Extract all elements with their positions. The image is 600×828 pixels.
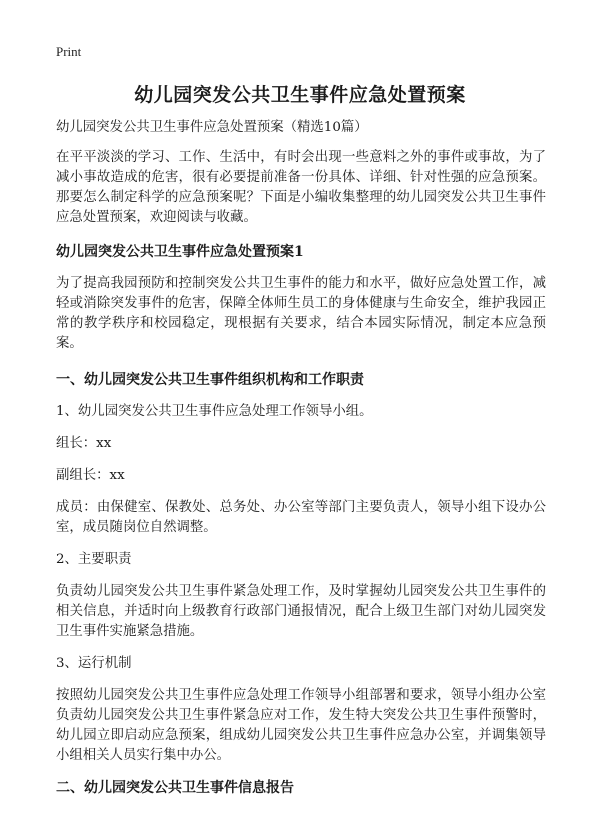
item-2: 2、主要职责 (56, 552, 132, 567)
mechanism-paragraph: 按照幼儿园突发公共卫生事件应急处理工作领导小组部署和要求，领导小组办公室负责幼儿园突发公共卫生事件紧急应对工作，发生特大突发公共卫生事件预警时，幼儿园立即启动应急预案，组成幼儿园突发公共卫生事件应急办公室，并调集领导小组相关人员实行集中办公。 (56, 688, 546, 763)
section-paragraph: 为了提高我园预防和控制突发公共卫生事件的能力和水平，做好应急处置工作，减轻或消除突发事件的危害，保障全体师生员工的身体健康与生命安全，维护我园正常的教学秩序和校园稳定，现根据有关要求，结合本园实际情况，制定本应急预案。 (56, 276, 546, 351)
section-title: 幼儿园突发公共卫生事件应急处置预案1 (56, 244, 304, 260)
page-title: 幼儿园突发公共卫生事件应急处置预案 (134, 84, 466, 106)
item-1: 1、幼儿园突发公共卫生事件应急处理工作领导小组。 (56, 404, 373, 419)
intro-paragraph: 在平平淡淡的学习、工作、生活中，有时会出现一些意料之外的事件或事故，为了减小事故造成的危害，很有必要提前准备一份具体、详细、针对性强的应急预案。那要怎么制定科学的应急预案呢？下面是小编收集整理的幼儿园突发公共卫生事件应急处置预案，欢迎阅读与收藏。 (56, 150, 546, 225)
document-subtitle: 幼儿园突发公共卫生事件应急处置预案（精选10篇） (56, 120, 368, 135)
members-paragraph: 成员：由保健室、保教处、总务处、办公室等部门主要负责人，领导小组下设办公室，成员随岗位自然调整。 (56, 500, 546, 535)
print-link[interactable]: Print (56, 44, 82, 59)
vice-leader-line: 副组长：xx (56, 468, 125, 483)
heading-two: 二、幼儿园突发公共卫生事件信息报告 (56, 780, 294, 796)
heading-one: 一、幼儿园突发公共卫生事件组织机构和工作职责 (56, 372, 364, 388)
item-3: 3、运行机制 (56, 656, 132, 671)
leader-line: 组长：xx (56, 436, 112, 451)
duties-paragraph: 负责幼儿园突发公共卫生事件紧急处理工作，及时掌握幼儿园突发公共卫生事件的相关信息，并适时向上级教育行政部门通报情况，配合上级卫生部门对幼儿园突发卫生事件实施紧急措施。 (56, 584, 546, 639)
document-body (56, 118, 546, 810)
